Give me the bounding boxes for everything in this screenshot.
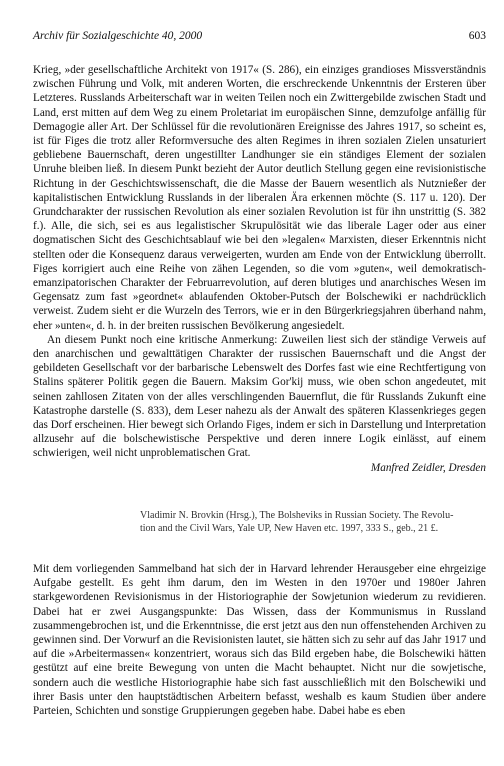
page-number: 603 [468, 30, 486, 42]
review-two [33, 562, 486, 718]
review-one-paragraph-2 [33, 333, 486, 461]
reviewer-name: Manfred Zeidler, Dresden [370, 461, 486, 474]
journal-title: Archiv für Sozialgeschichte 40, 2000 [33, 30, 203, 42]
review-one-signature [33, 461, 486, 475]
citation-line-2: tion and the Civil Wars, Yale UP, New Haven etc. 1997, 333 S., geb., 21 £. [140, 523, 439, 534]
review-one-paragraph-1: Krieg, »der gesellschaftliche Architekt von 1917« (S. 286), ein einziges grandioses Missverständnis zwischen Führung und Volk, mit anderen Worten, die erschreckende Unkenntnis der Ersteren über Letzteres. Russlands Arbeiterschaft war in weiten Teilen noch ein Zwittergebilde zwischen Stadt und Land, erst mitten auf dem Weg zu einem Proletariat im europäischen Sinne, demzufolge anfällig für Demagogie aller Art. Der Schlüssel für die revolutionären Ereignisse des Jahres 1917, so scheint es, ist für Figes die trotz aller Reformversuche des alten Regimes in ihren sozialen Zielen unsaturiert gebliebene Bauernschaft, deren ungestillter Landhunger sie ein ständiges Element der sozialen Unruhe bleiben ließ. In diesem Punkt bezieht der Autor deutlich Stellung gegen eine revisionistische Richtung in der Geschichtswissenschaft, die die Masse der Bauern wesentlich als Nutznießer der kapitalistischen Entwicklung Russlands in der liberalen Ära erkennen möchte (S. 117 u. 120). Der Grundcharakter der russischen Revolution als einer sozialen Revolution ist für ihn unstrittig (S. 382 f.). Alle, die sich, sei es aus legalistischer Skrupulösität wie das liberale Lager oder aus einer dogmatischen Sicht des Geschichtsablauf wie bei den »legalen« Marxisten, dieser Erkenntnis nicht stellten oder die Konsequenz daraus verweigerten, wurden am Ende von der Entwicklung überrollt. Figes korrigiert auch eine Reihe von zähen Legenden, so die vom »guten«, weil demokratisch-emanzipatorischen Charakter der Februarrevolution, auf deren blutiges und anarchisches Wesen im Gegensatz zum fast »geordnet« ablaufenden Oktober-Putsch der Bolschewiki er nachdrücklich verweist. Zudem sieht er die Wurzeln des Terrors, wie er in den Bürgerkriegsjahren überhand nahm, eher »unten«, d. h. in der breiten russischen Bevölkerung angesiedelt. [33, 64, 486, 332]
citation-line-1: Vladimir N. Brovkin (Hrsg.), The Bolsheviks in Russian Society. The Revolu- [140, 510, 454, 521]
book-citation [140, 509, 486, 535]
review-one-paragraph-2-text: An diesem Punkt noch eine kritische Anmerkung: Zuweilen liest sich der ständige Verweis auf den anarchischen und gewalttätigen Charakter der russischen Bauernschaft und die Angst der gebildeten Gesellschaft vor der barbarische Lebenswelt des Dorfes fast wie eine Rechtfertigung von Stalins späterer Politik gegen die Bauern. Maksim Gor'kij muss, wie oben schon angedeutet, mit seinen zahllosen Zitaten von der alles verschlingenden Bauernflut, die für Russlands Zukunft eine Katastrophe darstelle (S. 833), dem Leser nahezu als der Anwalt des späteren Klassenkrieges gegen das Dorf erscheinen. Hier bewegt sich Orlando Figes, indem er sich in Darstellung und Interpretation allzusehr auf die bolschewistische Perspektive und deren innere Logik einlässt, auf einem schwierigen, weil nicht unproblematischen Grat. [33, 333, 486, 460]
running-header [33, 29, 486, 43]
review-one [33, 63, 486, 475]
review-two-paragraph-1: Mit dem vorliegenden Sammelband hat sich der in Harvard lehrender Herausgeber eine ehrgeizige Aufgabe gestellt. Es geht ihm darum, den im Westen in den 1970er und 1980er Jahren starkgewordenen Revisionismus in der Historiographie der Sowjetunion wiederum zu revidieren. Dabei hat er zwei Ausgangspunkte: Das Wissen, dass der Kommunismus in Russland zusammengebrochen ist, und die Erkenntnisse, die erst jetzt aus den nun offenstehenden Archiven zu gewinnen sind. Der Vorwurf an die Revisionisten lautet, sie hätten sich zu sehr auf das Jahr 1917 und auf die »Arbeitermassen« konzentriert, woraus sich das Bild ergeben habe, die Bolschewiki hätten gestützt auf eine breite Bewegung von unten die Macht behauptet. Nicht nur die sowjetische, sondern auch die westliche Historiographie habe sich fast ausschließlich mit den Bolschewiki und ihrer Basis unter den hauptstädtischen Arbeitern befasst, weshalb es kaum Studien über andere Parteien, Schichten und sonstige Gruppierungen gegeben habe. Dabei habe es eben [33, 563, 486, 718]
